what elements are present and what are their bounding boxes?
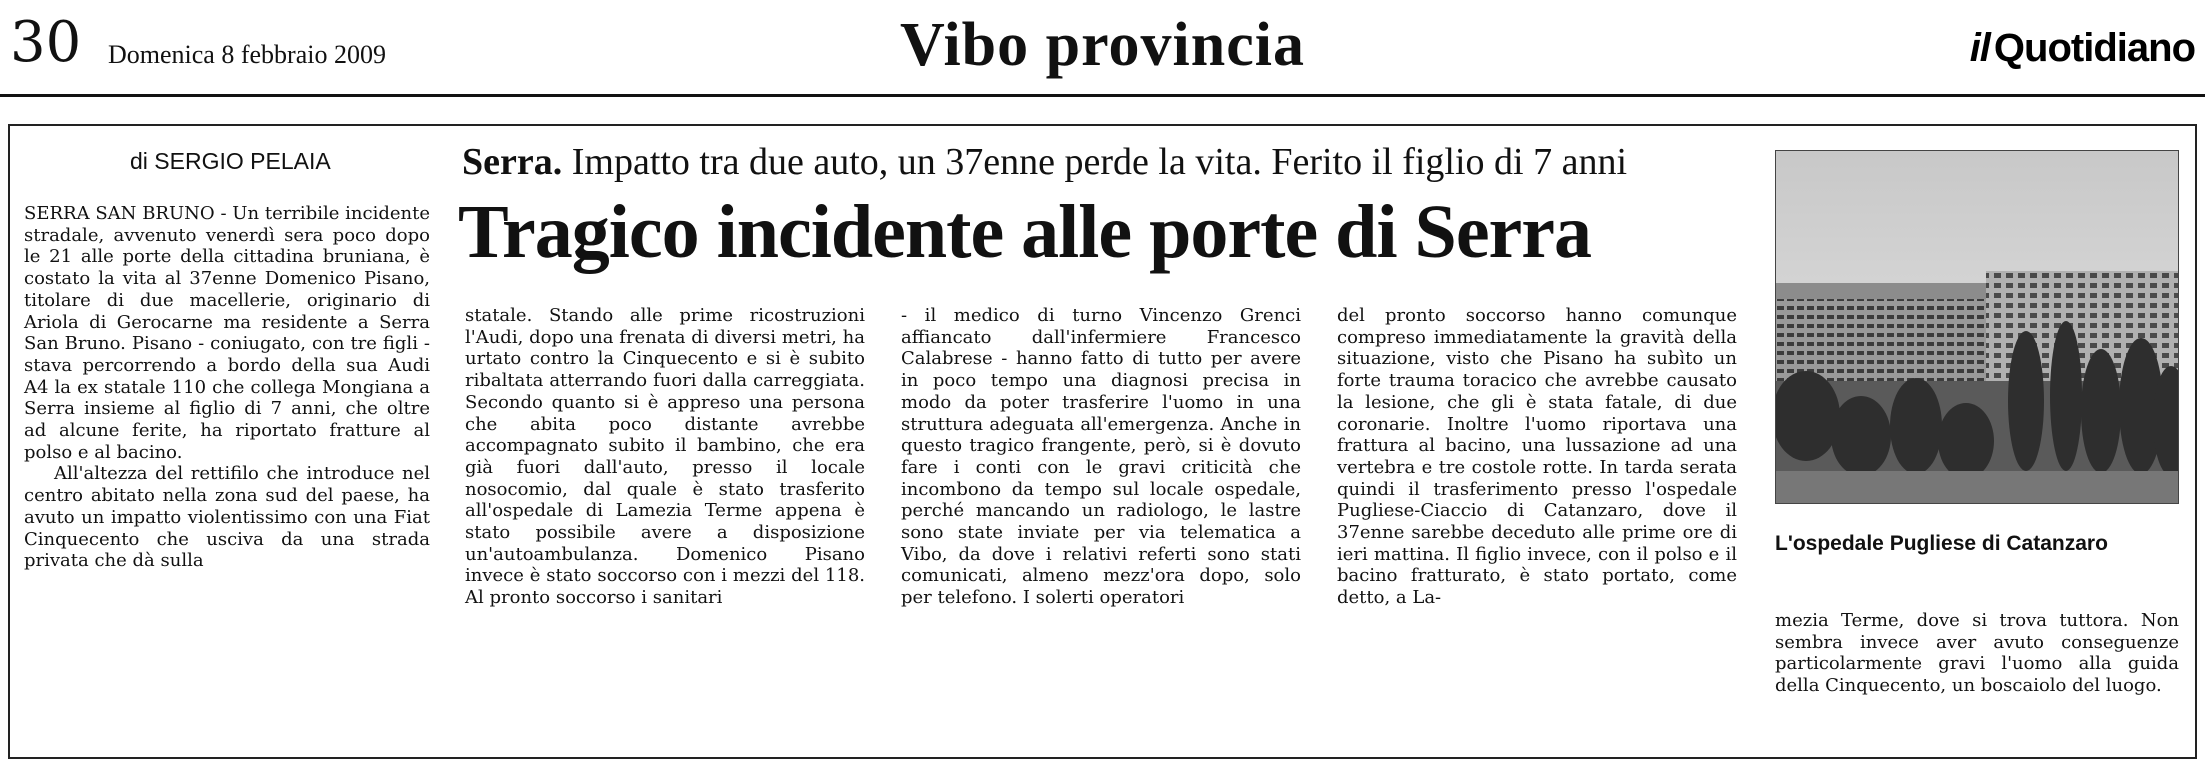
article-kicker	[462, 138, 1627, 186]
column-1-paragraph-2: All'altezza del rettifilo che introduce nel centro abitato nella zona sud del paese, ha avuto un impatto violentissimo con una Fiat Cinquecento che usciva da una strada privata che dà sulla	[24, 463, 430, 572]
article-column-5	[1775, 610, 2179, 743]
photo-caption: L'ospedale Pugliese di Catanzaro	[1775, 532, 2108, 555]
header-rule	[0, 94, 2205, 97]
column-4-text: del pronto soccorso hanno comunque compreso immediatamente la gravità della situazione, visto che Pisano ha subìto un forte trauma toracico che avrebbe causato la lesione, che gli è stata fatale, di due coronarie. Inoltre l'uomo riportava una frattura al bacino, una lussazione ad una vertebra e tre costole rotte. In tarda serata quindi il trasferimento presso l'ospedale Pugliese-Ciaccio di Catanzaro, dove il 37enne sarebbe deceduto alle prime ore di ieri mattina. Il figlio invece, con il polso e il bacino fratturato, è stato portato, come detto, a La-	[1337, 305, 1737, 609]
article-column-1	[24, 203, 430, 743]
column-3-text: - il medico di turno Vincenzo Grenci affiancato dall'infermiere Francesco Calabrese - hanno fatto di tutto per avere in poco tempo una diagnosi precisa in modo da poter trasferire l'uomo in una struttura adeguata all'emergenza. Anche in questo tragico frangente, però, si è dovuto fare i conti con le gravi criticità che incombono da tempo sul locale ospedale, perché mancando un radiologo, le lastre sono state inviate per via telematica a Vibo, da dove i relativi referti sono stati comunicati, almeno mezz'ora dopo, solo per telefono. I solerti operatori	[901, 305, 1301, 609]
page-header	[0, 0, 2205, 96]
hospital-photo	[1775, 150, 2179, 504]
article-column-2	[465, 305, 865, 743]
logo-prefix: il	[1969, 26, 1990, 70]
column-2-text: statale. Stando alle prime ricostruzioni l'Audi, dopo una frenata di diversi metri, ha urtato contro la Cinquecento e si è subito ribaltata atterrando fuori dalla carreggiata. Secondo quanto si è appreso una persona che abita poco distante avrebbe accompagnato subito il bambino, che era già fuori dall'auto, presso il locale nosocomio, dal quale è stato trasferito all'ospedale di Lamezia Terme appena è stato possibile avere a disposizione un'autoambulanza. Domenico Pisano invece è stato soccorso con i mezzi del 118. Al pronto soccorso i sanitari	[465, 305, 865, 609]
column-5-text: mezia Terme, dove si trova tuttora. Non sembra invece aver avuto conseguenze particolarmente gravi l'uomo alla guida della Cinquecento, un boscaiolo del luogo.	[1775, 610, 2179, 697]
page-number: 30	[10, 10, 82, 75]
logo-name: Quotidiano	[1993, 26, 2195, 70]
column-1-paragraph-1: SERRA SAN BRUNO - Un terribile incidente stradale, avvenuto venerdì sera poco dopo le 21 alle porte della cittadina bruniana, è costato la vita al 37enne Domenico Pisano, titolare di due macellerie, originario di Ariola di Gerocarne ma residente a Serra San Bruno. Pisano - coniugato, con tre figli - stava percorrendo a bordo della sua Audi A4 la ex statale 110 che collega Mongiana a Serra insieme al figlio di 7 anni, che oltre ad alcune ferite, ha riportato fratture al polso e al bacino.	[24, 203, 430, 463]
kicker-place: Serra.	[462, 141, 563, 183]
newspaper-logo	[1970, 26, 2195, 71]
section-title: Vibo provincia	[899, 11, 1305, 79]
article-column-3	[901, 305, 1301, 743]
kicker-text: Impatto tra due auto, un 37enne perde la vita. Ferito il figlio di 7 anni	[571, 141, 1628, 183]
article-column-4	[1337, 305, 1737, 743]
article-headline: Tragico incidente alle porte di Serra	[458, 190, 1592, 274]
issue-date: Domenica 8 febbraio 2009	[108, 40, 386, 69]
article-byline: di SERGIO PELAIA	[130, 148, 331, 174]
